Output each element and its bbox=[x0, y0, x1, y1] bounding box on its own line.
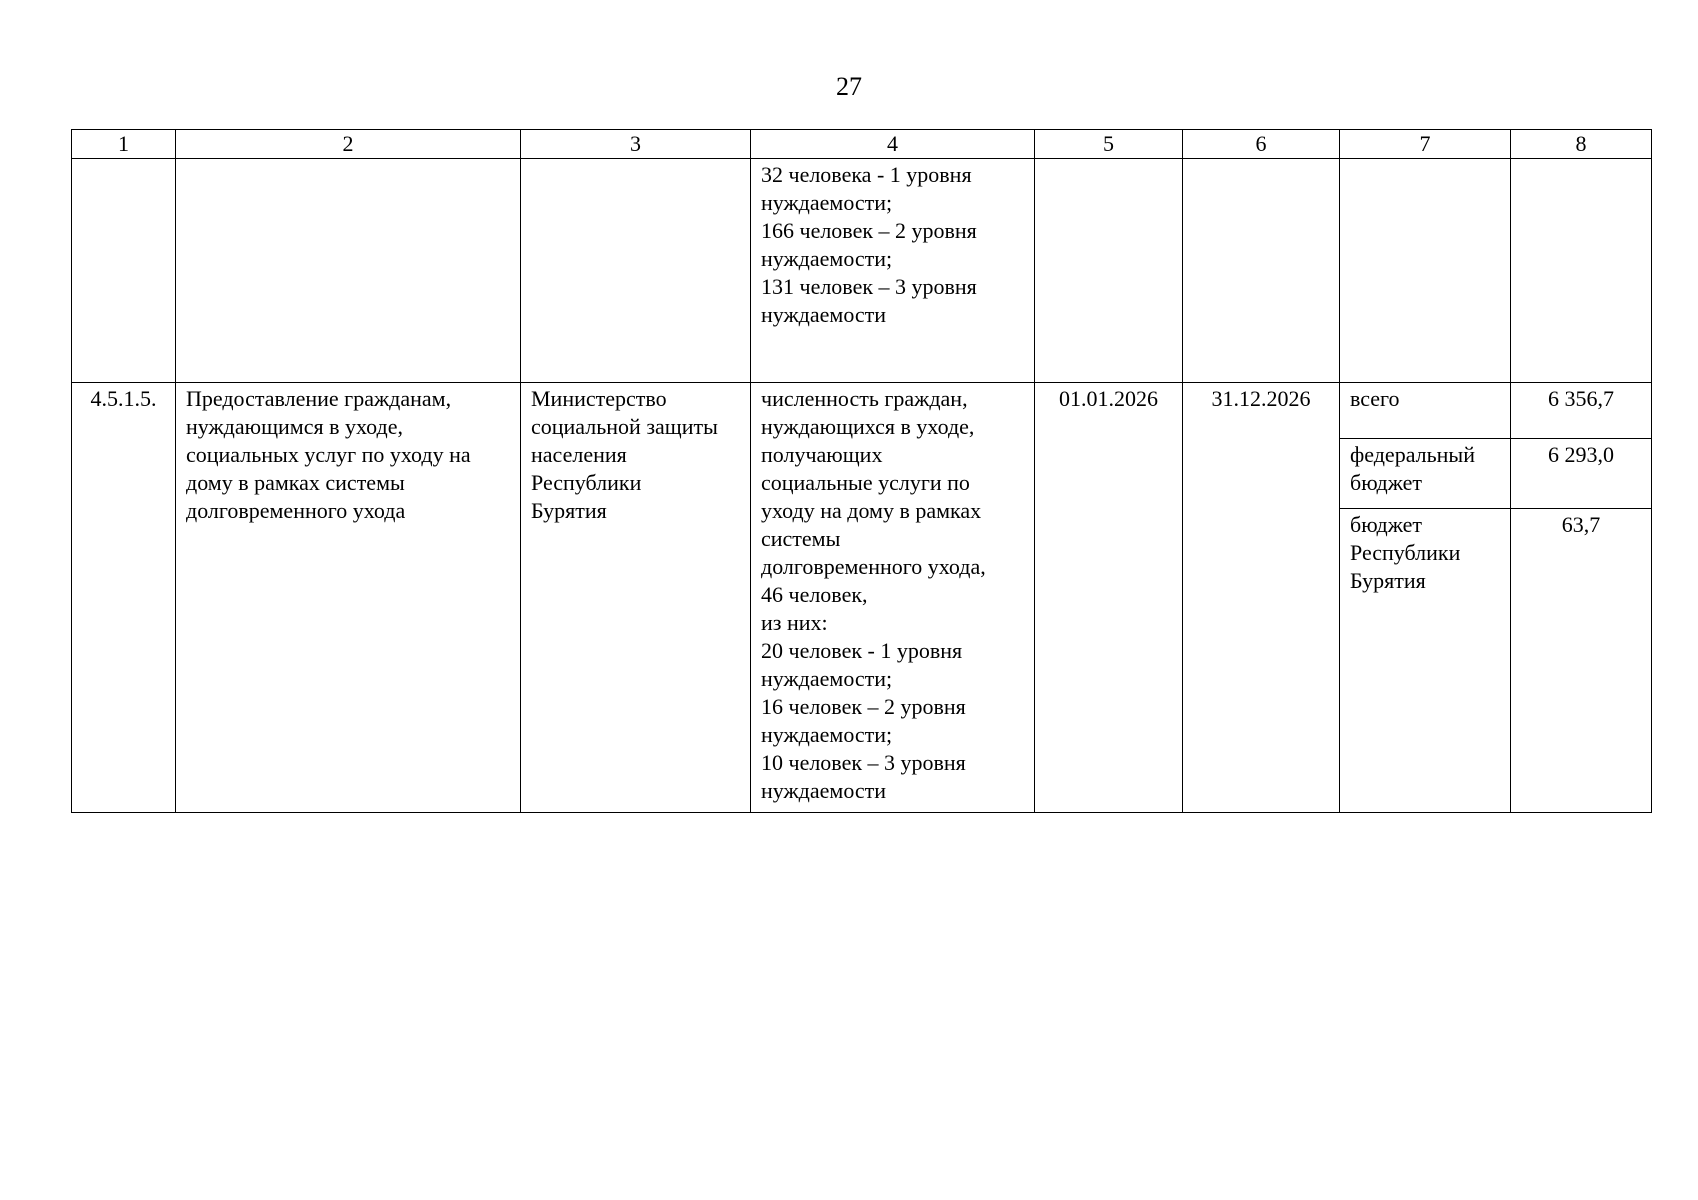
text-line: нуждающимся в уходе, bbox=[186, 414, 403, 439]
end-date: 31.12.2026 bbox=[1183, 383, 1340, 813]
item-name-cell bbox=[176, 383, 521, 813]
text-line: социальные услуги по bbox=[761, 470, 970, 495]
text-line: системы bbox=[761, 526, 841, 551]
funding-source bbox=[1340, 509, 1511, 813]
text-line: Бурятия bbox=[1350, 568, 1426, 593]
table-row-item bbox=[72, 383, 1652, 439]
indicator-cell-continued bbox=[751, 159, 1035, 383]
table-row-continuation bbox=[72, 159, 1652, 383]
text-line: 16 человек – 2 уровня bbox=[761, 694, 966, 719]
cell-empty bbox=[72, 159, 176, 383]
column-header-6: 6 bbox=[1183, 130, 1340, 159]
text-line: федеральный bbox=[1350, 442, 1475, 467]
text-line: 10 человек – 3 уровня bbox=[761, 750, 966, 775]
text-line: нуждаемости; bbox=[761, 666, 893, 691]
text-line: социальной защиты bbox=[531, 414, 718, 439]
text-line: бюджет bbox=[1350, 470, 1422, 495]
funding-amount: 6 293,0 bbox=[1511, 439, 1652, 509]
cell-empty bbox=[176, 159, 521, 383]
text-line: численность граждан, bbox=[761, 386, 968, 411]
funding-source bbox=[1340, 439, 1511, 509]
column-header-1: 1 bbox=[72, 130, 176, 159]
text-line: нуждаемости bbox=[761, 302, 887, 327]
data-table bbox=[71, 129, 1652, 813]
item-number: 4.5.1.5. bbox=[72, 383, 176, 813]
text-line: нуждаемости; bbox=[761, 246, 893, 271]
column-header-8: 8 bbox=[1511, 130, 1652, 159]
column-header-3: 3 bbox=[521, 130, 751, 159]
text-line: получающих bbox=[761, 442, 883, 467]
text-line: социальных услуг по уходу на bbox=[186, 442, 471, 467]
cell-empty bbox=[1183, 159, 1340, 383]
text-line: долговременного ухода bbox=[186, 498, 406, 523]
column-header-2: 2 bbox=[176, 130, 521, 159]
text-line: 32 человека - 1 уровня bbox=[761, 162, 972, 187]
text-line: бюджет bbox=[1350, 512, 1422, 537]
text-line: Предоставление гражданам, bbox=[186, 386, 452, 411]
text-line: нуждаемости; bbox=[761, 190, 893, 215]
cell-empty bbox=[521, 159, 751, 383]
text-line: нуждаемости bbox=[761, 778, 887, 803]
text-line: 131 человек – 3 уровня bbox=[761, 274, 977, 299]
text-line: населения bbox=[531, 442, 627, 467]
text-line: Республики bbox=[531, 470, 642, 495]
text-line: 166 человек – 2 уровня bbox=[761, 218, 977, 243]
text-line: нуждающихся в уходе, bbox=[761, 414, 975, 439]
cell-empty bbox=[1340, 159, 1511, 383]
text-line: дому в рамках системы bbox=[186, 470, 405, 495]
text-line: Бурятия bbox=[531, 498, 607, 523]
text-line: Республики bbox=[1350, 540, 1461, 565]
cell-empty bbox=[1511, 159, 1652, 383]
text-line: долговременного ухода, bbox=[761, 554, 986, 579]
text-line: из них: bbox=[761, 610, 828, 635]
text-line: 46 человек, bbox=[761, 582, 868, 607]
text-line: нуждаемости; bbox=[761, 722, 893, 747]
funding-amount: 63,7 bbox=[1511, 509, 1652, 813]
text-line: всего bbox=[1350, 386, 1400, 411]
cell-empty bbox=[1035, 159, 1183, 383]
column-header-4: 4 bbox=[751, 130, 1035, 159]
text-line: 20 человек - 1 уровня bbox=[761, 638, 963, 663]
text-line: уходу на дому в рамках bbox=[761, 498, 982, 523]
executor-cell bbox=[521, 383, 751, 813]
funding-amount: 6 356,7 bbox=[1511, 383, 1652, 439]
column-header-5: 5 bbox=[1035, 130, 1183, 159]
column-header-7: 7 bbox=[1340, 130, 1511, 159]
header-row bbox=[72, 130, 1652, 159]
text-line: Министерство bbox=[531, 386, 667, 411]
funding-source bbox=[1340, 383, 1511, 439]
indicator-cell bbox=[751, 383, 1035, 813]
page-number: 27 bbox=[836, 72, 862, 101]
start-date: 01.01.2026 bbox=[1035, 383, 1183, 813]
